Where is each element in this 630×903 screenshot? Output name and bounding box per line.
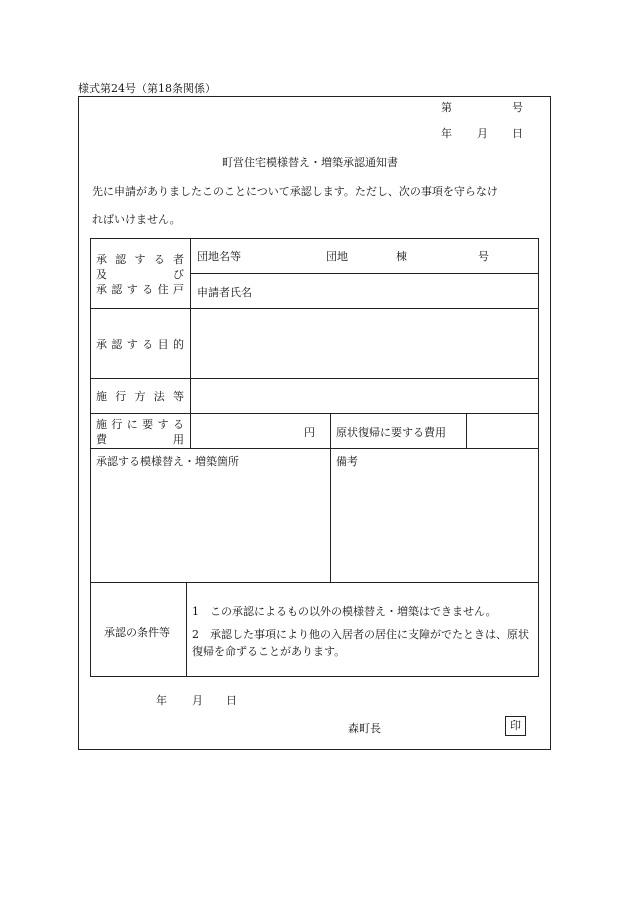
remarks-label: 備考 [336,455,358,468]
table-bottom-border [90,676,539,677]
dwelling-label [96,281,184,297]
table-cost-divider [466,413,467,448]
label-char: 的 [172,338,184,351]
label-char: る [153,253,165,266]
label-char: 承 [96,283,107,296]
seal-box: 印 [505,716,526,736]
label-char: 等 [173,390,184,403]
cost-label-line-2 [96,431,184,447]
label-char: 戸 [172,283,184,296]
label-char: 施 [96,418,107,431]
label-char: す [157,418,169,431]
table-row-line [190,273,539,274]
label-char: す [126,283,138,296]
approver-label [96,251,184,267]
label-char: 認 [115,253,127,266]
label-char: 承 [96,253,107,266]
label-char: び [173,268,184,281]
label-char: る [142,283,154,296]
number-label: 号 [478,250,489,263]
label-char: す [134,253,146,266]
complex-label: 団地 [326,250,348,263]
header-day: 日 [512,127,523,140]
complex-name-label: 団地名等 [197,250,241,263]
label-char: 行 [115,390,127,403]
cost-label-line-1 [96,416,184,432]
condition-1: 1 この承認によるもの以外の模様替え・増築はできません。 [192,605,497,618]
label-char: 用 [173,433,184,446]
applicant-name-label: 申請者氏名 [197,286,252,299]
method-label [96,388,184,404]
label-char: 認 [111,338,123,351]
label-char: に [126,418,138,431]
table-row-line [90,582,539,583]
form-reference: 様式第24号（第18条関係） [78,82,216,95]
table-remarks-divider [330,448,331,582]
footer-day: 日 [226,694,237,707]
table-left-border [90,238,91,676]
table-row-line [90,448,539,449]
header-dai: 第 [441,101,452,114]
intro-line-2: ればいけません。 [92,213,181,226]
label-char: 者 [173,253,184,266]
footer-month: 月 [192,694,203,707]
label-char: る [142,338,154,351]
table-row-line [90,378,539,379]
table-conditions-divider [186,582,187,676]
building-label: 棟 [396,250,407,263]
table-cost-divider [330,413,331,448]
label-char: 施 [96,390,107,403]
label-char: 方 [134,390,146,403]
table-top-border [90,238,539,239]
issuer-name: 森町長 [348,722,381,735]
document-title: 町営住宅模様替え・増築承認通知書 [222,156,398,169]
conditions-label: 承認の条件等 [104,626,170,639]
footer-year: 年 [156,694,167,707]
label-char: す [126,338,138,351]
header-year: 年 [441,127,452,140]
label-char: 行 [111,418,123,431]
location-label: 承認する模様替え・増築箇所 [96,455,239,468]
restore-cost-label: 原状復帰に要する費用 [336,426,446,439]
label-char: る [172,418,184,431]
condition-2: 2 承認した事項により他の入居者の居住に支障がでたときは、原状復帰を命ずることがあります。 [192,628,529,658]
oyobi-label [96,266,184,282]
label-char: 法 [153,390,165,403]
table-row-line [90,308,539,309]
header-month: 月 [477,127,488,140]
label-char: 認 [111,283,123,296]
label-char: 承 [96,338,107,351]
table-row-line [90,413,539,414]
purpose-label [96,336,184,352]
label-char: 要 [142,418,154,431]
yen-label: 円 [304,426,315,439]
table-right-border [538,238,539,676]
table-label-divider [190,238,191,448]
intro-line-1: 先に申請がありましたこのことについて承認します。ただし、次の事項を守らなけ [92,185,498,198]
label-char: 及 [96,268,107,281]
label-char: 目 [157,338,169,351]
label-char: 住 [157,283,169,296]
label-char: 費 [96,433,107,446]
header-go: 号 [512,101,523,114]
